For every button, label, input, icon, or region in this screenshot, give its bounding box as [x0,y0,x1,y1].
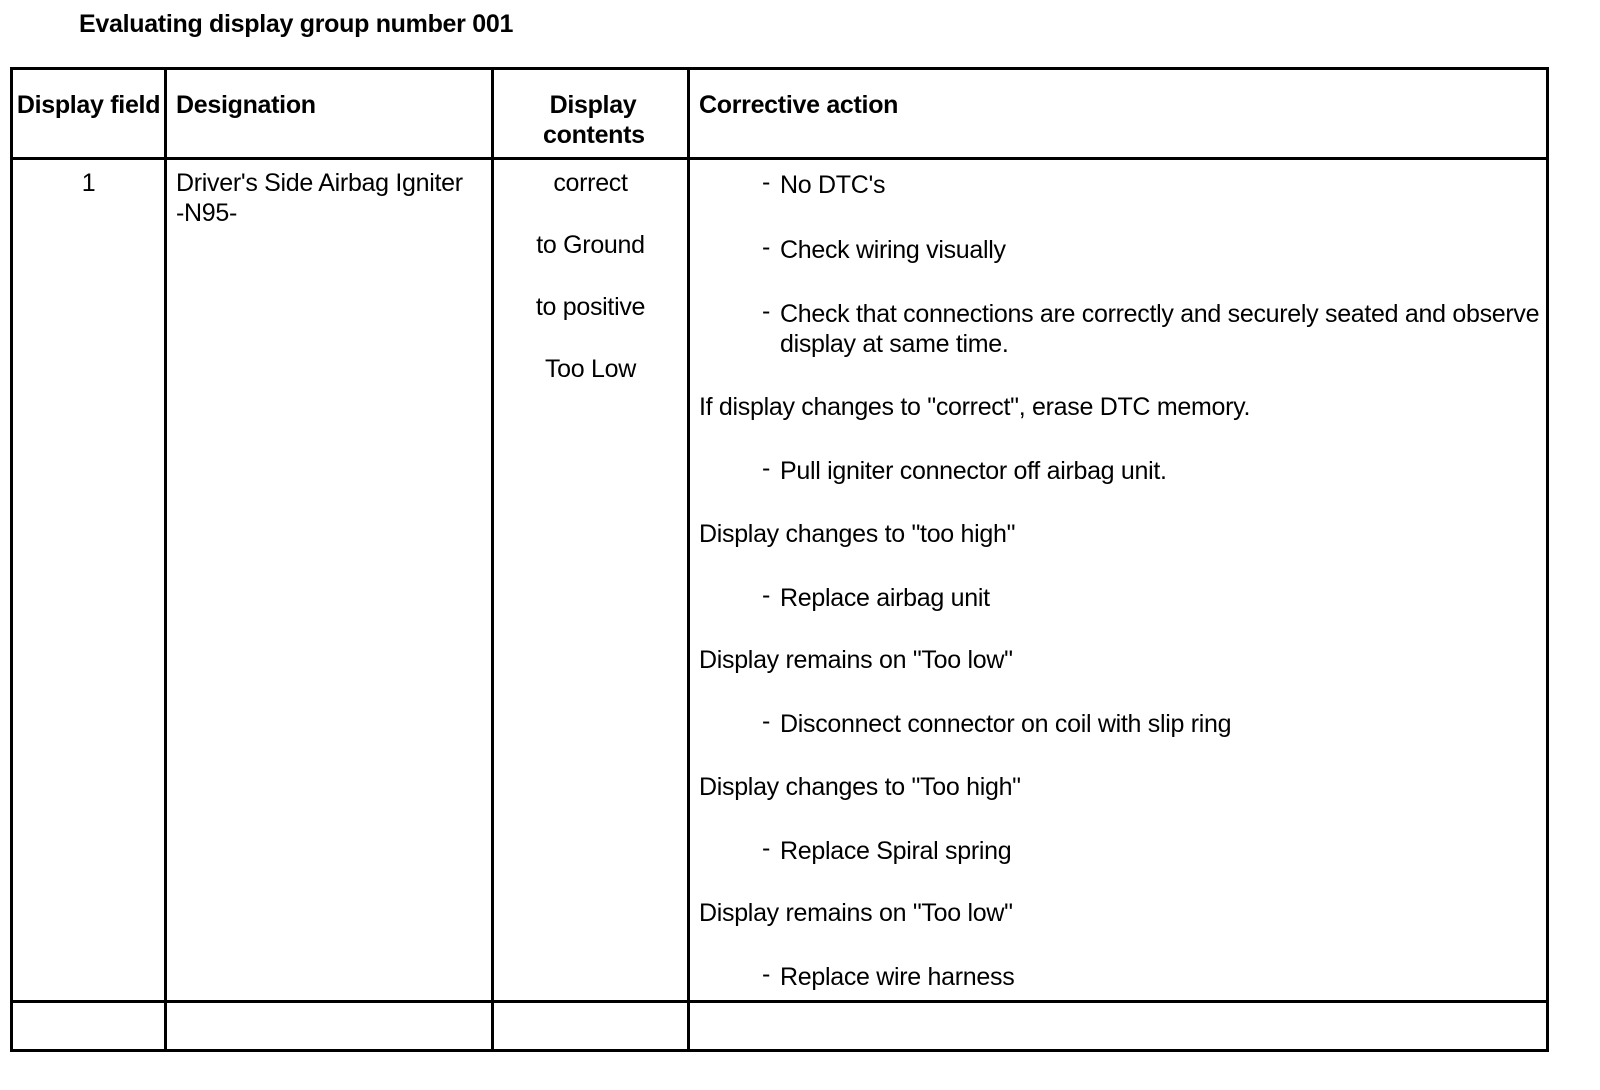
header-designation: Designation [176,91,316,119]
action-note [699,645,1013,675]
action-text: Disconnect connector on coil with slip ring [780,710,1232,738]
row-divider [13,1000,1546,1003]
action-text: Pull igniter connector off airbag unit. [780,457,1167,485]
cell-display-field: 1 [81,169,96,197]
column-divider [491,70,494,1049]
dash-bullet: - [762,960,771,988]
action-note [699,772,1021,802]
cell-designation: Driver's Side Airbag Igniter -N95- [176,169,463,227]
display-content-value: to positive [535,293,646,321]
action-text: Display remains on "Too low" [699,646,1013,674]
action-text: Check that connections are correctly and securely seated and observe display at same time. [780,300,1540,358]
header-corrective-action: Corrective action [699,91,899,119]
action-step [762,456,1540,486]
action-text: Display remains on "Too low" [699,899,1013,927]
display-content-value: correct [553,169,628,197]
dash-bullet: - [762,168,771,196]
dash-bullet: - [762,834,771,862]
action-note [699,898,1013,928]
action-step [762,836,1540,866]
display-content-value: Too Low [544,355,636,383]
dash-bullet: - [762,454,771,482]
dash-bullet: - [762,581,771,609]
action-text: Replace Spiral spring [780,837,1012,865]
action-note [699,519,1015,549]
action-step [762,299,1540,359]
header-row-divider [13,157,1546,160]
column-divider [687,70,690,1049]
action-text: Display changes to "too high" [699,520,1016,548]
dash-bullet: - [762,233,771,261]
action-text: If display changes to "correct", erase DTC memory. [699,393,1251,421]
action-text: Replace wire harness [780,963,1015,991]
column-divider [164,70,167,1049]
action-text: No DTC's [780,171,886,199]
header-display-field: Display field [16,91,161,119]
dash-bullet: - [762,297,771,325]
action-text: Check wiring visually [780,236,1006,264]
action-text: Replace airbag unit [780,584,990,612]
action-step [762,583,1540,613]
action-note [699,392,1250,422]
action-step [762,962,1540,992]
header-display-contents: Display contents [543,91,645,149]
dash-bullet: - [762,707,771,735]
evaluation-table [10,67,1549,1052]
action-text: Display changes to "Too high" [699,773,1021,801]
display-content-value: to Ground [536,231,645,259]
action-step [762,235,1540,265]
action-step [762,170,1540,200]
action-step [762,709,1540,739]
document-title: Evaluating display group number 001 [79,10,514,38]
